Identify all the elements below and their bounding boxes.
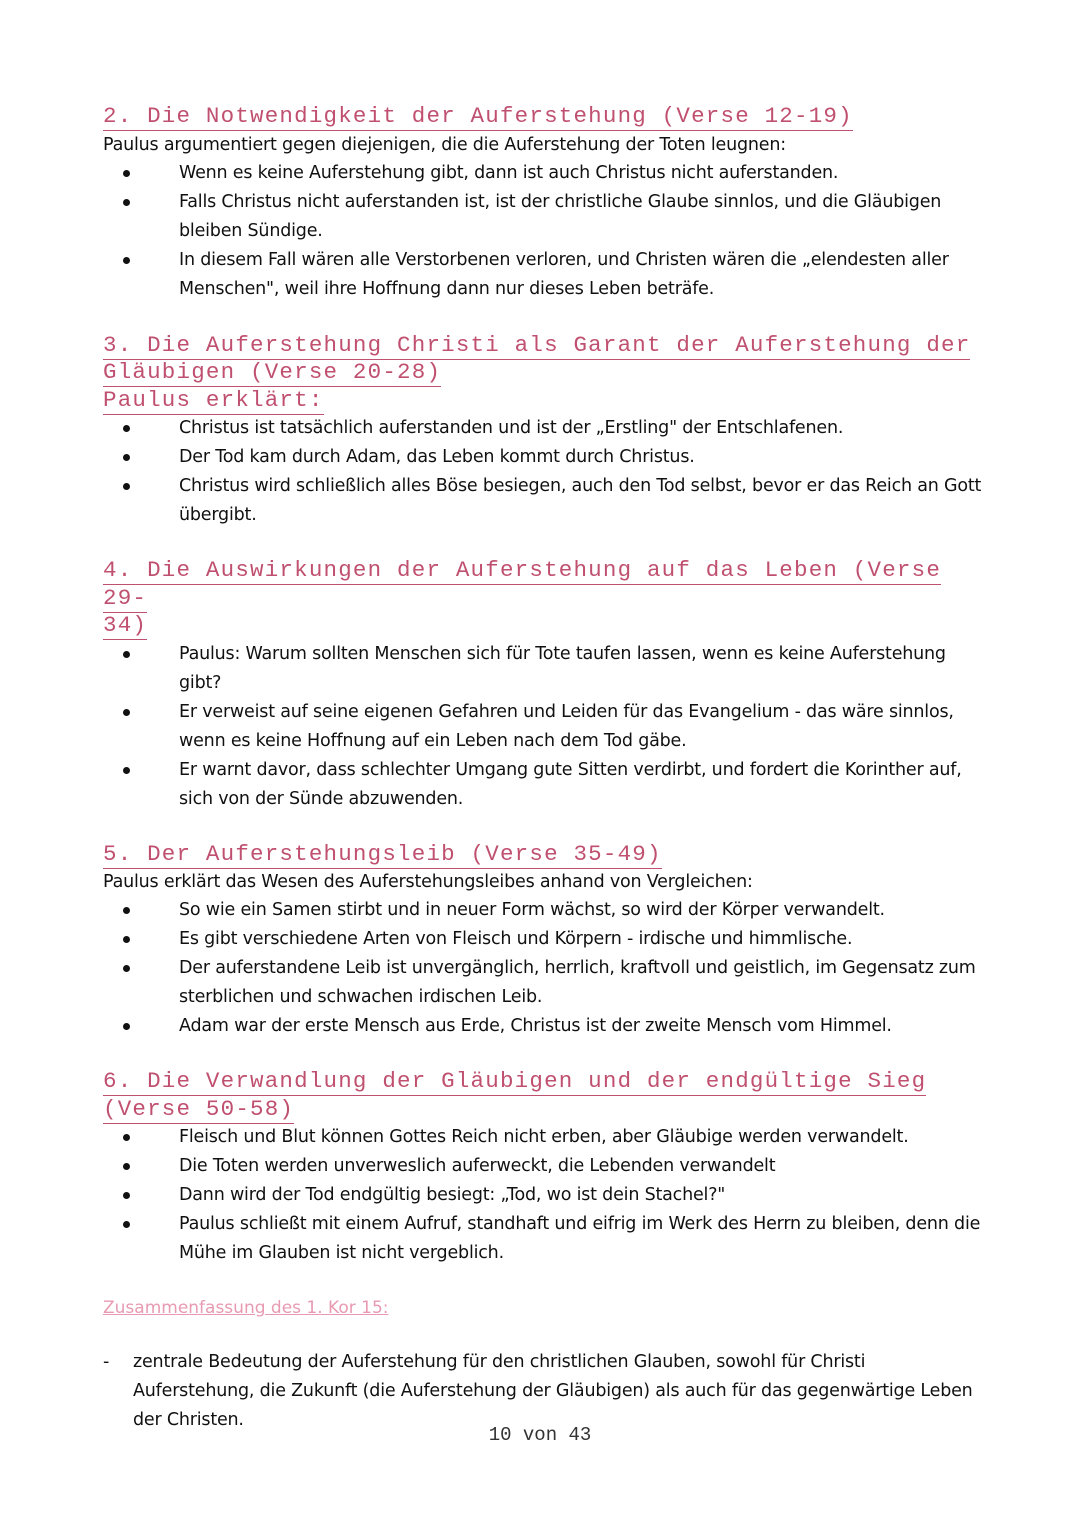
section-heading: 6. Die Verwandlung der Gläubigen und der endgültige Sieg: [103, 1068, 927, 1094]
list-item: Fleisch und Blut können Gottes Reich nicht erben, aber Gläubige werden verwandelt.: [103, 1123, 983, 1152]
bullet-icon: [123, 936, 130, 943]
bullet-icon: [123, 257, 130, 264]
bullet-icon: [123, 651, 130, 658]
list-item: Er verweist auf seine eigenen Gefahren und Leiden für das Evangelium - das wäre sinnlos, wenn es keine Hoffnung auf ein Leben nach dem Tod gäbe.: [103, 698, 983, 756]
list-item: In diesem Fall wären alle Verstorbenen verloren, und Christen wären die „elendesten aller Menschen", weil ihre Hoffnung dann nur dieses Leben beträfe.: [103, 246, 983, 304]
list-item: Paulus: Warum sollten Menschen sich für Tote taufen lassen, wenn es keine Auferstehung gibt?: [103, 640, 983, 698]
list-item: Falls Christus nicht auferstanden ist, ist der christliche Glaube sinnlos, und die Gläubigen bleiben Sündige.: [103, 188, 983, 246]
list-item: Die Toten werden unverweslich auferweckt, die Lebenden verwandelt: [103, 1152, 983, 1181]
bullet-icon: [123, 199, 130, 206]
section-4: [103, 557, 983, 814]
list-item: Der Tod kam durch Adam, das Leben kommt durch Christus.: [103, 443, 983, 472]
section-intro: Paulus argumentiert gegen diejenigen, die die Auferstehung der Toten leugnen:: [103, 134, 786, 155]
summary-list: [103, 1348, 983, 1435]
list-item: Christus wird schließlich alles Böse besiegen, auch den Tod selbst, bevor er das Reich an Gott übergibt.: [103, 472, 983, 530]
bullet-icon: [123, 1192, 130, 1199]
list-item: Paulus schließt mit einem Aufruf, standhaft und eifrig im Werk des Herrn zu bleiben, denn die Mühe im Glauben ist nicht vergeblich.: [103, 1210, 983, 1268]
bullet-icon: [123, 767, 130, 774]
section-heading: 5. Der Auferstehungsleib (Verse 35-49): [103, 840, 662, 867]
list-item: Der auferstandene Leib ist unvergänglich, herrlich, kraftvoll und geistlich, im Gegensatz zum sterblichen und schwachen irdischen Leib.: [103, 954, 983, 1012]
summary-section: [103, 1298, 983, 1435]
bullet-icon: [123, 483, 130, 490]
dash-marker: -: [103, 1352, 110, 1372]
bullet-list: [103, 640, 983, 814]
section-intro: Paulus erklärt das Wesen des Auferstehungsleibes anhand von Vergleichen:: [103, 872, 753, 892]
bullet-icon: [123, 1134, 130, 1141]
bullet-icon: [123, 709, 130, 716]
list-item: Christus ist tatsächlich auferstanden und ist der „Erstling" der Entschlafenen.: [103, 414, 983, 443]
bullet-icon: [123, 454, 130, 461]
bullet-icon: [123, 1023, 130, 1030]
section-heading: Gläubigen (Verse 20-28): [103, 359, 442, 385]
section-subheading: Paulus erklärt:: [103, 386, 324, 413]
section-heading: 3. Die Auferstehung Christi als Garant der Auferstehung der: [103, 331, 971, 358]
section-heading: 2. Die Notwendigkeit der Auferstehung (Verse 12-19): [103, 103, 853, 129]
section-2: [103, 103, 983, 304]
bullet-list: [103, 896, 983, 1041]
bullet-icon: [123, 170, 130, 177]
document-page: [103, 100, 983, 1435]
page-number: 10 von 43: [488, 1424, 592, 1446]
section-3: [103, 332, 983, 531]
list-item: Es gibt verschiedene Arten von Fleisch und Körpern - irdische und himmlische.: [103, 925, 983, 954]
summary-title: Zusammenfassung des 1. Kor 15:: [103, 1298, 389, 1318]
list-item: - zentrale Bedeutung der Auferstehung für den christlichen Glauben, sowohl für Christi Auferstehung, die Zukunft (die Auferstehung der Gläubigen) als auch für das gegenwärtige Leben der Christen.: [103, 1348, 983, 1435]
section-heading: 34): [103, 612, 148, 638]
list-item: Wenn es keine Auferstehung gibt, dann ist auch Christus nicht auferstanden.: [103, 159, 983, 188]
bullet-icon: [123, 1163, 130, 1170]
section-heading: (Verse 50-58): [103, 1095, 295, 1122]
bullet-list: [103, 159, 983, 304]
list-item: Adam war der erste Mensch aus Erde, Christus ist der zweite Mensch vom Himmel.: [103, 1012, 983, 1041]
list-item: So wie ein Samen stirbt und in neuer Form wächst, so wird der Körper verwandelt.: [103, 896, 983, 925]
section-5: [103, 841, 983, 1042]
list-item: Dann wird der Tod endgültig besiegt: „Tod, wo ist dein Stachel?": [103, 1181, 983, 1210]
bullet-list: [103, 414, 983, 530]
bullet-icon: [123, 425, 130, 432]
section-6: [103, 1068, 983, 1268]
bullet-list: [103, 1123, 983, 1268]
bullet-icon: [123, 1221, 130, 1228]
section-heading: 4. Die Auswirkungen der Auferstehung auf das Leben (Verse 29-: [103, 557, 942, 611]
list-item: Er warnt davor, dass schlechter Umgang gute Sitten verdirbt, und fordert die Korinther auf, sich von der Sünde abzuwenden.: [103, 756, 983, 814]
bullet-icon: [123, 965, 130, 972]
bullet-icon: [123, 907, 130, 914]
